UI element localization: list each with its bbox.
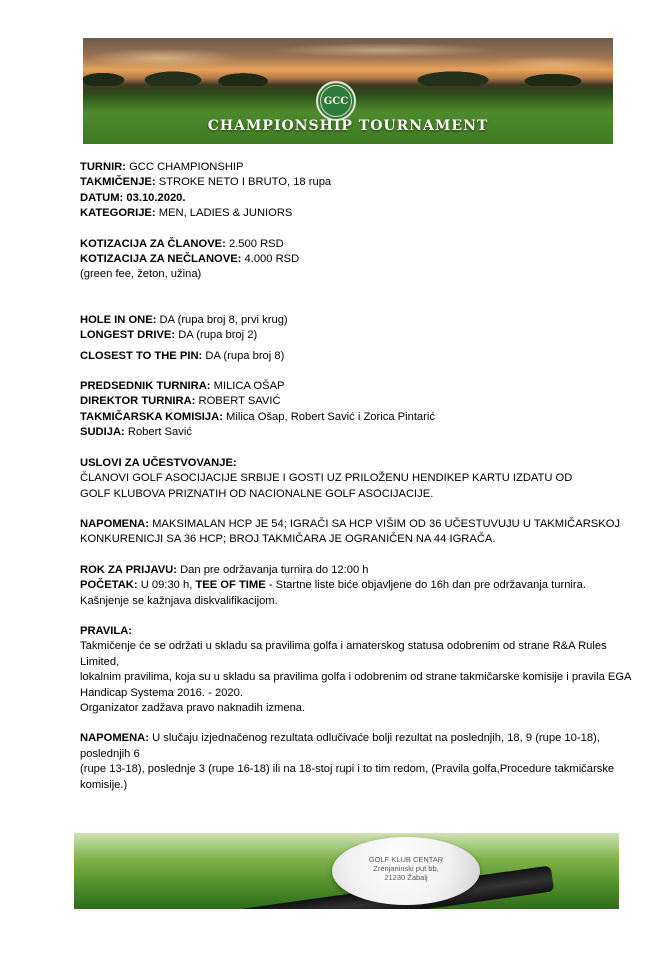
closest-pin-line: CLOSEST TO THE PIN: DA (rupa broj 8) bbox=[80, 349, 285, 362]
napomena-tie-line-3: komisije.) bbox=[80, 778, 128, 791]
ball-address bbox=[332, 855, 480, 882]
longest-drive-line: LONGEST DRIVE: DA (rupa broj 2) bbox=[80, 329, 258, 342]
napomena-tie-line-1: NAPOMENA: U slučaju izjednačenog rezultata odlučivaće bolji rezultat na poslednjih, 18, 9 (rupe 10-18), poslednjih 6 bbox=[80, 732, 600, 760]
direktor-line: DIREKTOR TURNIRA: ROBERT SAVIĆ bbox=[80, 395, 281, 408]
fee-nonmembers-line: KOTIZACIJA ZA NEČLANOVE: 4.000 RSD bbox=[80, 253, 300, 266]
pravila-line-1: Takmičenje će se održati u skladu sa pravilima golfa i amaterskog statusa odobrenim od strane R&A Rules Limited, bbox=[80, 640, 607, 668]
rok-line: ROK ZA PRIJAVU: Dan pre održavanja turnira do 12:00 h bbox=[80, 563, 369, 576]
banner-title: CHAMPIONSHIP TOURNAMENT bbox=[207, 118, 489, 134]
napomena-hcp-line-1: NAPOMENA: MAKSIMALAN HCP JE 54; IGRAČI SA HCP VIŠIM OD 36 UČESTUVUJU U TAKMIČARSKOJ bbox=[80, 517, 621, 530]
pravila-heading: PRAVILA: bbox=[80, 624, 132, 637]
pravila-line-4: Organizator zadžava pravo naknadih izmena. bbox=[80, 701, 306, 714]
pravila-line-3: Handicap Systema 2016. - 2020. bbox=[80, 686, 243, 699]
uslovi-line-2: GOLF KLUBOVA PRIZNATIH OD NACIONALNE GOLF ASOCIJACIJE. bbox=[80, 487, 434, 500]
predsednik-line: PREDSEDNIK TURNIRA: MILICA OŠAP bbox=[80, 380, 285, 393]
datum-line: DATUM: 03.10.2020. bbox=[80, 191, 186, 204]
napomena-hcp-line-2: KONKURENICJI SA 36 HCP; BROJ TAKMIČARA JE OGRANIČEN NA 44 IGRAČA. bbox=[80, 533, 496, 546]
document-body bbox=[80, 160, 645, 793]
hole-in-one-line: HOLE IN ONE: DA (rupa broj 8, prvi krug) bbox=[80, 313, 288, 326]
napomena-tie-line-2: (rupe 13-18), poslednje 3 (rupe 16-18) ili na 18-stoj rupi i to tim redom, (Pravila golfa,Procedure takmičarske bbox=[80, 763, 615, 776]
pocetak-line: POČETAK: U 09:30 h, TEE OF TIME - Startne liste biće objavljene do 16h dan pre održavanja turnira. bbox=[80, 579, 586, 592]
takmicenje-line: TAKMIČENJE: STROKE NETO I BRUTO, 18 rupa bbox=[80, 176, 332, 189]
footer-address-2: 21230 Žabalj bbox=[384, 873, 428, 882]
late-note: Kašnjenje se kažnjava diskvalifikacijom. bbox=[80, 594, 278, 607]
logo-ring bbox=[320, 85, 352, 117]
fee-members-line: KOTIZACIJA ZA ČLANOVE: 2.500 RSD bbox=[80, 237, 284, 250]
kategorije-line: KATEGORIJE: MEN, LADIES & JUNIORS bbox=[80, 207, 293, 220]
club-logo bbox=[316, 81, 356, 121]
footer-club-name: GOLF KLUB CENTAR bbox=[368, 855, 444, 864]
footer-address-1: Zrenjaninski put bb, bbox=[373, 864, 439, 873]
footer-banner bbox=[74, 833, 619, 909]
logo-text: GCC bbox=[323, 95, 349, 107]
uslovi-line-1: ČLANOVI GOLF ASOCIJACIJE SRBIJE I GOSTI UZ PRILOŽENU HENDIKEP KARTU IZDATU OD bbox=[80, 472, 573, 485]
pravila-line-2: lokalnim pravilima, koja su u skladu sa pravilima golfa i odobrenim od strane takmičarske komisije i pravila EGA bbox=[80, 671, 632, 684]
uslovi-heading: USLOVI ZA UČESTVOVANJE: bbox=[80, 456, 237, 469]
golf-ball-image bbox=[332, 837, 480, 905]
turnir-line: TURNIR: GCC CHAMPIONSHIP bbox=[80, 161, 244, 173]
komisija-line: TAKMIČARSKA KOMISIJA: Milica Ošap, Robert Savić i Zorica Pintarić bbox=[80, 410, 435, 423]
header-banner bbox=[83, 38, 613, 144]
sudija-line: SUDIJA: Robert Savić bbox=[80, 426, 192, 439]
tree-line bbox=[83, 68, 613, 86]
fee-note: (green fee, žeton, užina) bbox=[80, 268, 202, 281]
